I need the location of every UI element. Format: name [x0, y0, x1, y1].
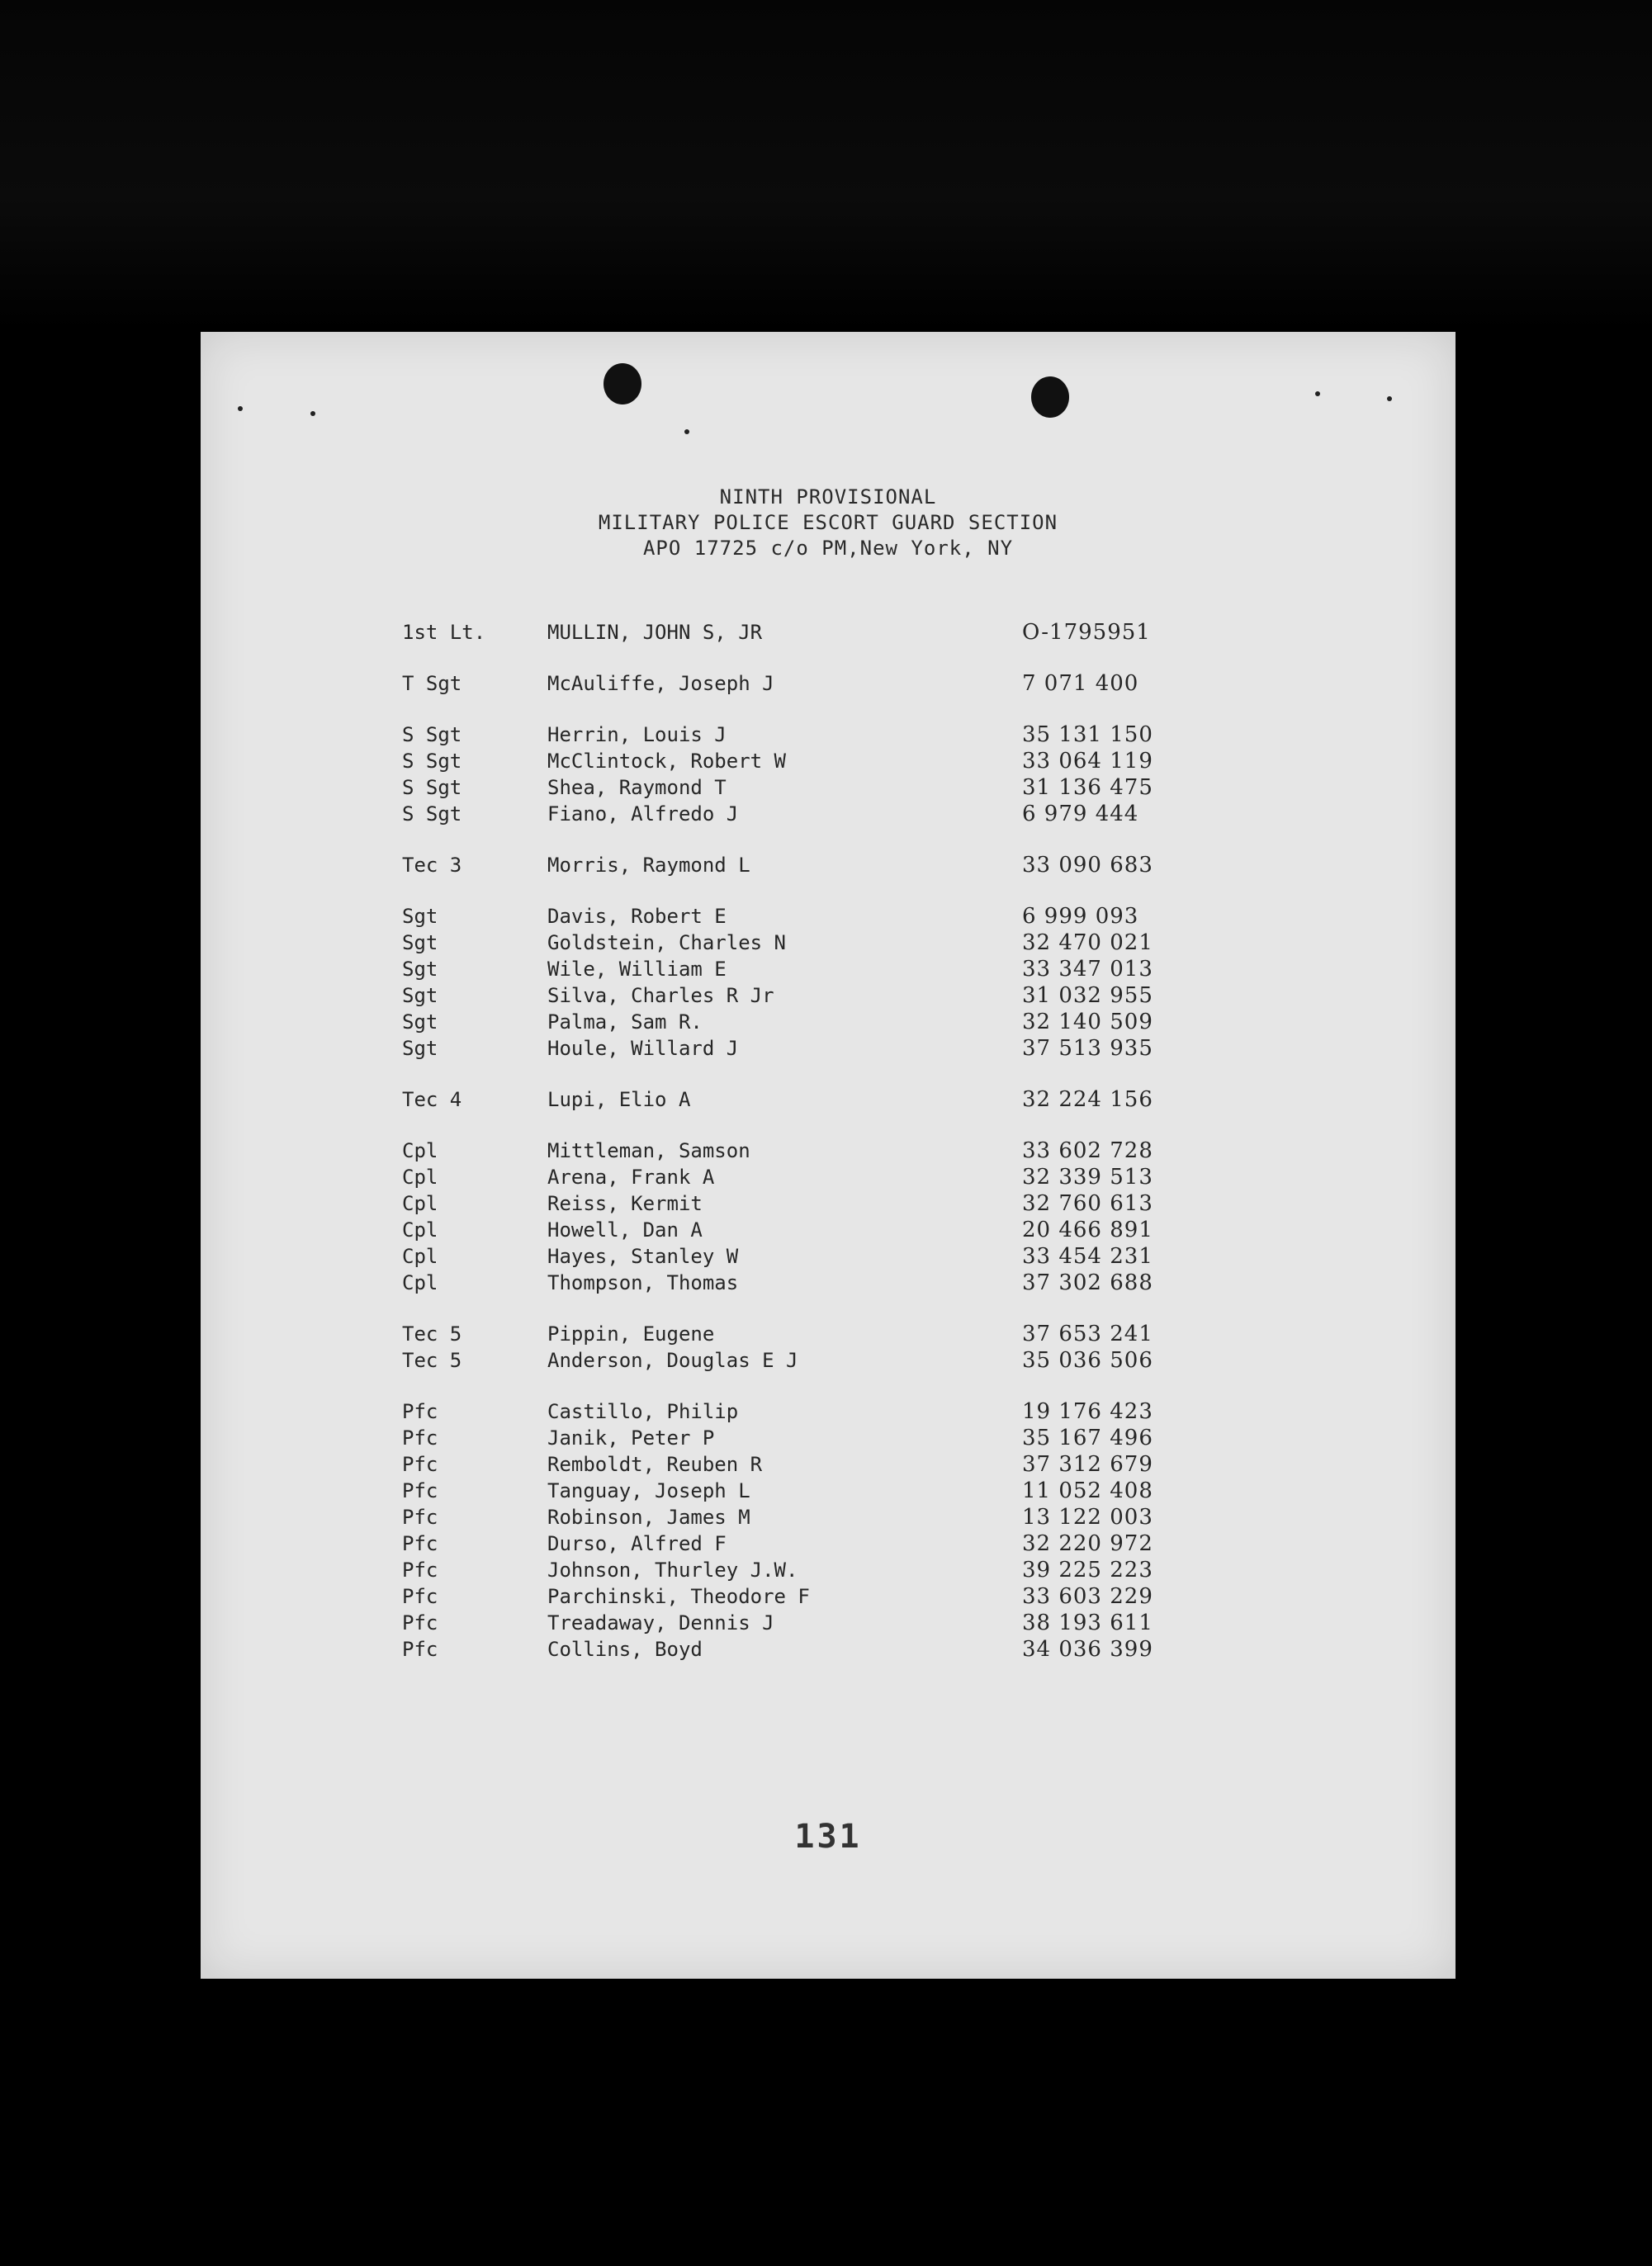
roster-serial-number: 32 760 613 — [1022, 1191, 1153, 1216]
roster-serial-number: 6 999 093 — [1022, 904, 1139, 929]
header-address-line: APO 17725 c/o PM,New York, NY — [642, 537, 1014, 560]
roster-name: McClintock, Robert W — [547, 750, 786, 773]
roster-serial-number: 32 140 509 — [1022, 1010, 1153, 1034]
roster-rank: Cpl — [402, 1139, 438, 1162]
roster-serial-number: 33 347 013 — [1022, 957, 1153, 982]
roster-rank: S Sgt — [402, 750, 462, 773]
roster-serial-number: 31 136 475 — [1022, 775, 1153, 800]
roster-serial-number: 33 602 728 — [1022, 1138, 1153, 1163]
document-page — [201, 332, 1456, 1979]
roster-serial-number: 33 603 229 — [1022, 1584, 1153, 1609]
page-number: 131 — [794, 1818, 862, 1856]
roster-rank: Sgt — [402, 984, 438, 1007]
roster-row — [201, 852, 1456, 878]
roster-serial-number: 7 071 400 — [1022, 671, 1139, 696]
roster-row — [201, 956, 1456, 982]
header-section-line: MILITARY POLICE ESCORT GUARD SECTION — [598, 511, 1058, 534]
roster-name: Pippin, Eugene — [547, 1322, 715, 1346]
roster-row — [201, 1009, 1456, 1035]
roster-name: Anderson, Douglas E J — [547, 1349, 798, 1372]
roster-row — [201, 1243, 1456, 1270]
roster-name: Tanguay, Joseph L — [547, 1479, 750, 1502]
roster-name: Hayes, Stanley W — [547, 1245, 739, 1268]
roster-serial-number: 13 122 003 — [1022, 1505, 1153, 1530]
roster-rank: Sgt — [402, 1010, 438, 1034]
roster-serial-number: 37 653 241 — [1022, 1322, 1153, 1346]
roster-row — [201, 1451, 1456, 1478]
roster-name: Collins, Boyd — [547, 1638, 703, 1661]
speck — [1387, 396, 1392, 401]
roster-row — [201, 721, 1456, 748]
roster-rank: Tec 5 — [402, 1349, 462, 1372]
roster-serial-number: 6 979 444 — [1022, 802, 1139, 826]
roster-serial-number: 35 131 150 — [1022, 722, 1153, 747]
roster-rank: 1st Lt. — [402, 621, 486, 644]
roster-row — [201, 1557, 1456, 1583]
roster-name: Fiano, Alfredo J — [547, 802, 739, 826]
roster-row — [201, 1164, 1456, 1190]
roster-list — [201, 619, 1456, 1663]
speck — [1315, 391, 1320, 396]
roster-rank: Pfc — [402, 1506, 438, 1529]
roster-rank: Pfc — [402, 1559, 438, 1582]
scan-background — [0, 0, 1652, 330]
roster-serial-number: 34 036 399 — [1022, 1637, 1153, 1662]
roster-serial-number: 37 513 935 — [1022, 1036, 1153, 1061]
header-unit-line: NINTH PROVISIONAL — [719, 485, 937, 509]
roster-serial-number: 32 339 513 — [1022, 1165, 1153, 1190]
roster-row — [201, 1035, 1456, 1062]
roster-rank: Pfc — [402, 1453, 438, 1476]
roster-name: Houle, Willard J — [547, 1037, 739, 1060]
roster-row — [201, 1530, 1456, 1557]
roster-name: Castillo, Philip — [547, 1400, 739, 1423]
roster-rank: S Sgt — [402, 802, 462, 826]
roster-name: Johnson, Thurley J.W. — [547, 1559, 798, 1582]
roster-serial-number: 32 220 972 — [1022, 1531, 1153, 1556]
roster-row — [201, 1636, 1456, 1663]
roster-rank: S Sgt — [402, 723, 462, 746]
roster-row — [201, 1347, 1456, 1374]
roster-row — [201, 1478, 1456, 1504]
roster-row — [201, 1138, 1456, 1164]
roster-name: Morris, Raymond L — [547, 854, 750, 877]
roster-row — [201, 982, 1456, 1009]
roster-name: MULLIN, JOHN S, JR — [547, 621, 763, 644]
roster-name: Durso, Alfred F — [547, 1532, 727, 1555]
roster-rank: Cpl — [402, 1245, 438, 1268]
roster-name: Davis, Robert E — [547, 905, 727, 928]
roster-name: Herrin, Louis J — [547, 723, 727, 746]
roster-row — [201, 1610, 1456, 1636]
roster-name: Janik, Peter P — [547, 1426, 715, 1450]
roster-rank: Sgt — [402, 1037, 438, 1060]
roster-rank: Tec 4 — [402, 1088, 462, 1111]
roster-row — [201, 1425, 1456, 1451]
roster-serial-number: 19 176 423 — [1022, 1399, 1153, 1424]
roster-row — [201, 1398, 1456, 1425]
roster-row — [201, 670, 1456, 697]
roster-row — [201, 774, 1456, 801]
roster-serial-number: 31 032 955 — [1022, 983, 1153, 1008]
roster-rank: Pfc — [402, 1426, 438, 1450]
roster-name: Remboldt, Reuben R — [547, 1453, 763, 1476]
roster-serial-number: O-1795951 — [1022, 620, 1151, 645]
roster-serial-number: 38 193 611 — [1022, 1611, 1153, 1635]
roster-rank: Cpl — [402, 1192, 438, 1215]
roster-serial-number: 33 064 119 — [1022, 749, 1153, 773]
roster-name: Parchinski, Theodore F — [547, 1585, 810, 1608]
punch-hole-left — [604, 363, 641, 404]
punch-hole-right — [1031, 376, 1069, 418]
roster-row — [201, 748, 1456, 774]
roster-row — [201, 1321, 1456, 1347]
roster-rank: Cpl — [402, 1218, 438, 1242]
roster-rank: Pfc — [402, 1585, 438, 1608]
roster-name: Mittleman, Samson — [547, 1139, 750, 1162]
roster-serial-number: 35 167 496 — [1022, 1426, 1153, 1450]
roster-serial-number: 33 454 231 — [1022, 1244, 1153, 1269]
roster-rank: Tec 3 — [402, 854, 462, 877]
roster-rank: Sgt — [402, 958, 438, 981]
roster-name: Wile, William E — [547, 958, 727, 981]
roster-rank: Pfc — [402, 1611, 438, 1634]
roster-rank: Pfc — [402, 1400, 438, 1423]
roster-serial-number: 37 312 679 — [1022, 1452, 1153, 1477]
roster-row — [201, 930, 1456, 956]
roster-name: Reiss, Kermit — [547, 1192, 703, 1215]
roster-name: Thompson, Thomas — [547, 1271, 739, 1294]
roster-name: Treadaway, Dennis J — [547, 1611, 774, 1634]
roster-row — [201, 1217, 1456, 1243]
roster-row — [201, 1583, 1456, 1610]
roster-row — [201, 1270, 1456, 1296]
roster-rank: Cpl — [402, 1271, 438, 1294]
roster-rank: Sgt — [402, 905, 438, 928]
roster-name: McAuliffe, Joseph J — [547, 672, 774, 695]
roster-serial-number: 11 052 408 — [1022, 1478, 1153, 1503]
roster-rank: Pfc — [402, 1479, 438, 1502]
roster-serial-number: 33 090 683 — [1022, 853, 1153, 878]
roster-name: Goldstein, Charles N — [547, 931, 786, 954]
roster-rank: Tec 5 — [402, 1322, 462, 1346]
roster-row — [201, 1086, 1456, 1113]
roster-serial-number: 32 224 156 — [1022, 1087, 1153, 1112]
speck — [238, 406, 243, 411]
roster-serial-number: 37 302 688 — [1022, 1270, 1153, 1295]
speck — [310, 411, 315, 416]
speck — [684, 429, 689, 434]
roster-name: Palma, Sam R. — [547, 1010, 703, 1034]
roster-serial-number: 35 036 506 — [1022, 1348, 1153, 1373]
roster-row — [201, 1504, 1456, 1530]
roster-row — [201, 903, 1456, 930]
roster-serial-number: 39 225 223 — [1022, 1558, 1153, 1582]
roster-serial-number: 20 466 891 — [1022, 1218, 1153, 1242]
roster-name: Arena, Frank A — [547, 1166, 715, 1189]
roster-row — [201, 619, 1456, 646]
roster-rank: Pfc — [402, 1638, 438, 1661]
roster-serial-number: 32 470 021 — [1022, 930, 1153, 955]
roster-rank: Pfc — [402, 1532, 438, 1555]
roster-name: Lupi, Elio A — [547, 1088, 691, 1111]
document-header — [201, 485, 1456, 561]
roster-name: Howell, Dan A — [547, 1218, 703, 1242]
roster-rank: S Sgt — [402, 776, 462, 799]
roster-name: Silva, Charles R Jr — [547, 984, 774, 1007]
roster-row — [201, 801, 1456, 827]
roster-name: Shea, Raymond T — [547, 776, 727, 799]
roster-name: Robinson, James M — [547, 1506, 750, 1529]
roster-rank: Sgt — [402, 931, 438, 954]
roster-rank: Cpl — [402, 1166, 438, 1189]
roster-row — [201, 1190, 1456, 1217]
roster-rank: T Sgt — [402, 672, 462, 695]
